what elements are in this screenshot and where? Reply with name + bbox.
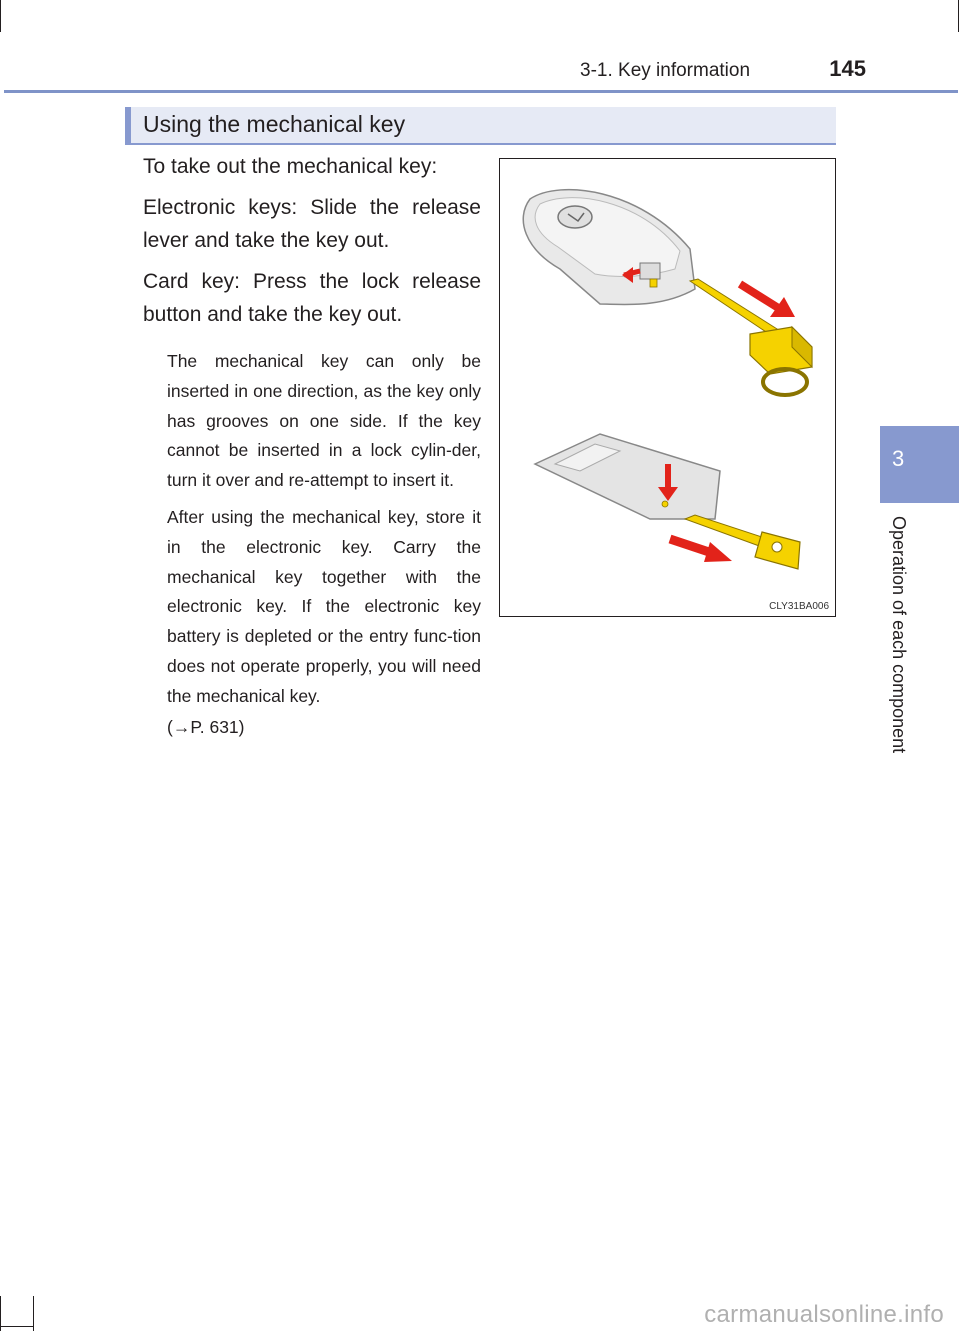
key-ring-icon [763, 369, 807, 395]
header-rule [4, 90, 958, 93]
note-paragraph: The mechanical key can only be inserted in one direction, as the key only has grooves on one side. If the key cannot be inserted in a lock cylin-der, turn it over and re-attempt to insert it. [167, 351, 481, 491]
page-reference-link[interactable]: (→P. 631) [167, 716, 245, 737]
key-illustration-drawing [500, 159, 835, 616]
chapter-title: Operation of each component [889, 516, 909, 754]
page-number: 145 [829, 56, 866, 81]
crop-mark [33, 1296, 34, 1331]
header-section-title: 3-1. Key information [580, 60, 751, 81]
lead-paragraph: Electronic keys: Slide the release lever and take the key out. [143, 196, 481, 252]
body-text [143, 150, 481, 749]
lead-paragraph: Card key: Press the lock release button and take the key out. [143, 270, 481, 326]
chapter-number: 3 [892, 446, 905, 471]
crop-mark [0, 0, 1, 32]
note-paragraph: After using the mechanical key, store it in the electronic key. Carry the mechanical key together with the electronic key. If the electronic key battery is depleted or the entry func-tion does not operate properly, you will need the mechanical key. [167, 506, 481, 706]
mechanical-key [690, 279, 812, 395]
page-header [580, 56, 870, 86]
figure-code: CLY31BA006 [769, 601, 829, 612]
key-illustration [499, 158, 836, 617]
crop-mark [958, 0, 959, 32]
crop-mark [0, 1326, 34, 1327]
pull-arrow-icon [740, 284, 780, 309]
watermark: carmanualsonline.info [704, 1301, 944, 1328]
section-heading [125, 107, 836, 145]
card-key [535, 434, 800, 569]
section-heading-text: Using the mechanical key [143, 111, 406, 137]
brand-logo-icon [558, 206, 592, 228]
chapter-tab [880, 426, 959, 503]
lead-paragraph: To take out the mechanical key: [143, 155, 438, 178]
electronic-key-fob [523, 190, 695, 305]
